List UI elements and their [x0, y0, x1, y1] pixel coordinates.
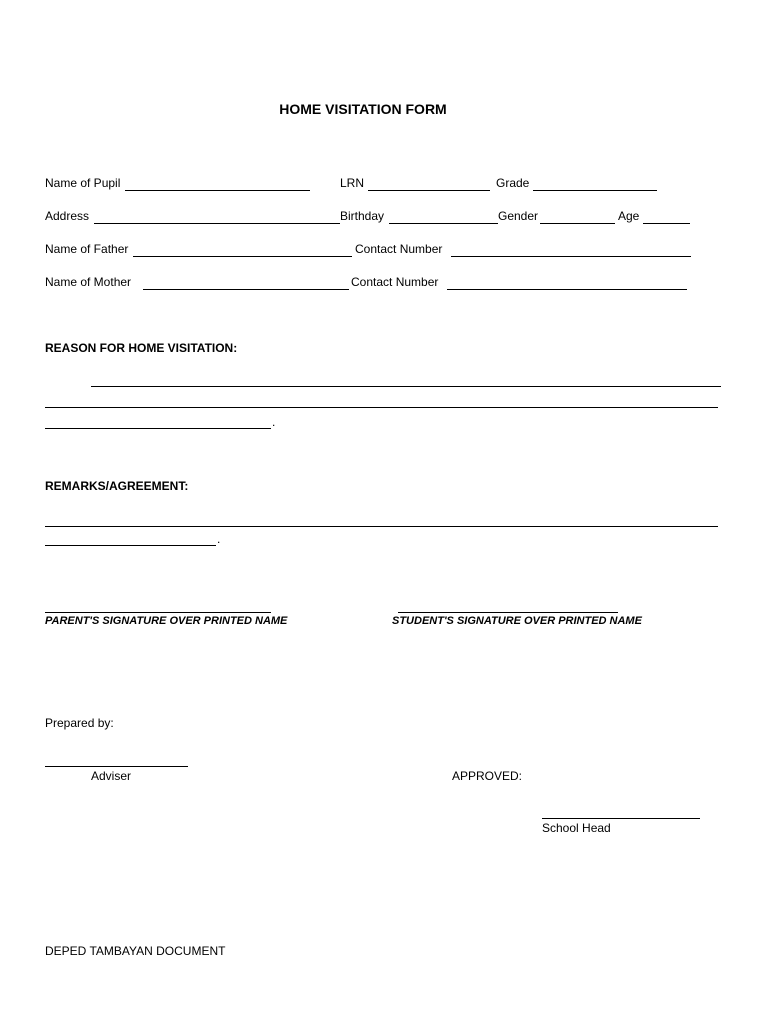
- parent-signature-line[interactable]: [45, 612, 271, 613]
- name-of-mother-label: Name of Mother: [45, 275, 132, 289]
- reason-line-3[interactable]: [45, 428, 271, 429]
- address-line[interactable]: [94, 223, 340, 224]
- school-head-label: School Head: [542, 821, 611, 835]
- name-of-pupil-label: Name of Pupil: [45, 176, 121, 190]
- reason-line-2[interactable]: [45, 407, 718, 408]
- prepared-by-label: Prepared by:: [45, 716, 114, 730]
- student-signature-label: STUDENT'S SIGNATURE OVER PRINTED NAME: [392, 615, 642, 627]
- gender-label: Gender: [498, 209, 539, 223]
- address-label: Address: [45, 209, 90, 223]
- remarks-line-2[interactable]: [45, 545, 216, 546]
- reason-period: .: [272, 415, 276, 429]
- approved-label: APPROVED:: [452, 769, 523, 783]
- age-line[interactable]: [643, 223, 690, 224]
- form-title: HOME VISITATION FORM: [279, 101, 447, 117]
- birthday-line[interactable]: [389, 223, 498, 224]
- name-of-father-label: Name of Father: [45, 242, 129, 256]
- adviser-signature-line[interactable]: [45, 766, 188, 767]
- student-signature-line[interactable]: [398, 612, 618, 613]
- grade-line[interactable]: [533, 190, 657, 191]
- contact-number-father-line[interactable]: [451, 256, 691, 257]
- lrn-label: LRN: [340, 176, 365, 190]
- age-label: Age: [618, 209, 640, 223]
- school-head-signature-line[interactable]: [542, 818, 700, 819]
- birthday-label: Birthday: [340, 209, 385, 223]
- remarks-line-1[interactable]: [45, 526, 718, 527]
- parent-signature-label: PARENT'S SIGNATURE OVER PRINTED NAME: [45, 615, 288, 627]
- reason-heading: REASON FOR HOME VISITATION:: [45, 341, 238, 355]
- reason-line-1[interactable]: [91, 386, 721, 387]
- lrn-line[interactable]: [368, 190, 490, 191]
- gender-line[interactable]: [540, 223, 615, 224]
- name-of-mother-line[interactable]: [143, 289, 349, 290]
- adviser-label: Adviser: [91, 769, 132, 783]
- remarks-period: .: [217, 532, 221, 546]
- contact-number-mother-label: Contact Number: [351, 275, 439, 289]
- name-of-father-line[interactable]: [133, 256, 352, 257]
- name-of-pupil-line[interactable]: [125, 190, 310, 191]
- contact-number-mother-line[interactable]: [447, 289, 687, 290]
- contact-number-father-label: Contact Number: [355, 242, 443, 256]
- footer-text: DEPED TAMBAYAN DOCUMENT: [45, 944, 226, 958]
- grade-label: Grade: [496, 176, 530, 190]
- remarks-heading: REMARKS/AGREEMENT:: [45, 479, 189, 493]
